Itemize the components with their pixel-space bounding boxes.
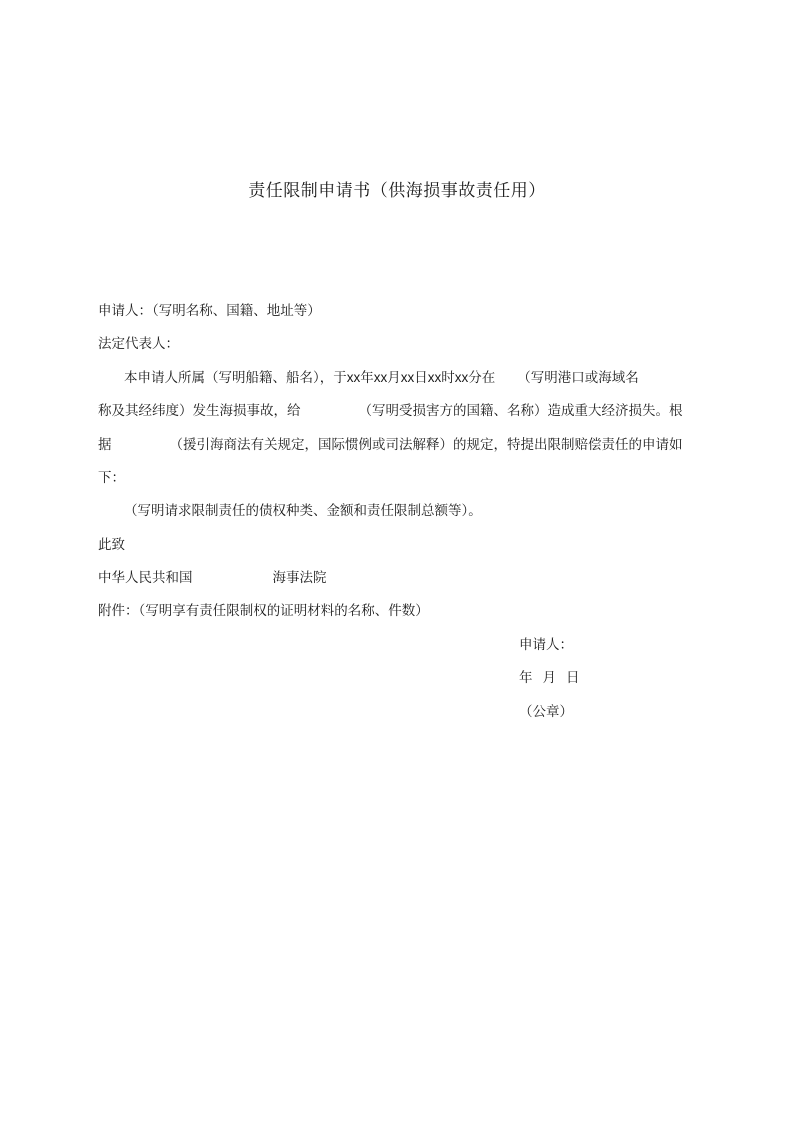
minute-label: 分在: [468, 370, 496, 386]
month-label: 月: [387, 370, 401, 386]
court-prefix: 中华人民共和国: [98, 570, 193, 586]
body-line-3-text-a: 据: [98, 437, 112, 453]
legal-representative-line: 法定代表人：: [98, 336, 179, 352]
body-line-1: [124, 369, 639, 387]
document-title: 责任限制申请书（供海损事故责任用）: [248, 181, 546, 201]
signature-year: 年: [519, 670, 533, 686]
signature-applicant: 申请人：: [519, 637, 573, 653]
salutation-cizhi: 此致: [98, 537, 125, 553]
attachment-line: 附件：（写明享有责任限制权的证明材料的名称、件数）: [98, 603, 429, 619]
body-line-2-text-b: （写明受损害方的国籍、名称）造成重大经济损失。根: [358, 403, 683, 419]
court-suffix: 海事法院: [272, 570, 327, 586]
body-line-3-text-b: （援引海商法有关规定，国际惯例或司法解释）的规定，特提出限制赔偿责任的申请如: [169, 437, 683, 453]
signature-date: [519, 669, 580, 687]
hour-label: 时: [441, 370, 455, 386]
signature-day: 日: [566, 670, 580, 686]
signature-seal: （公章）: [519, 704, 573, 720]
placeholder-xx-month: xx: [373, 370, 388, 385]
body-line-4: 下：: [98, 470, 125, 486]
placeholder-xx-year: xx: [346, 370, 361, 385]
placeholder-xx-day: xx: [400, 370, 415, 385]
body-line-2: [98, 402, 683, 420]
placeholder-xx-minute: xx: [454, 370, 469, 385]
body-line-3: [98, 436, 683, 454]
year-label: 年: [360, 370, 374, 386]
applicant-line: 申请人：（写明名称、国籍、地址等）: [98, 303, 321, 319]
body-line-1-text-b: （写明港口或海域名: [517, 370, 639, 386]
signature-month: 月: [542, 670, 556, 686]
body-line-2-text-a: 称及其经纬度）发生海损事故，给: [98, 403, 301, 419]
court-line: [98, 569, 327, 587]
body-line-1-text-a: 本申请人所属（写明船籍、船名），于: [124, 370, 347, 386]
request-line: （写明请求限制责任的债权种类、金额和责任限制总额等）。: [124, 503, 482, 519]
placeholder-xx-hour: xx: [427, 370, 442, 385]
day-label: 日: [414, 370, 428, 386]
